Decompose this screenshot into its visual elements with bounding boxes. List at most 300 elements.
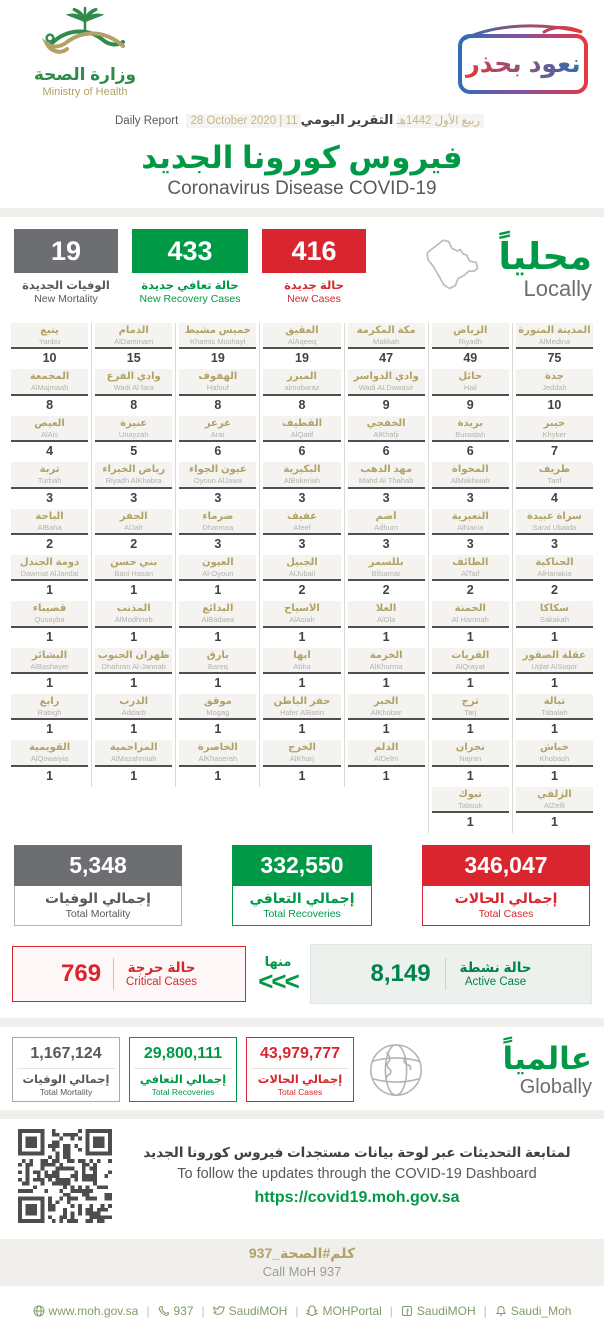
city-name-ar: المذنب [116,603,151,615]
dashboard-url-link[interactable]: https://covid19.moh.gov.sa [254,1189,460,1207]
city-new-cases-value: 3 [298,536,306,551]
city-name-en: Riyadh AlKhabra [105,476,162,486]
city-cell [432,694,509,736]
new-recoveries-label-ar: حالة تعافي جديدة [141,280,239,292]
global-mortality-label-en: Total Mortality [39,1087,93,1098]
city-cell [11,601,88,643]
city-name-en: Makkah [373,337,400,346]
city-new-cases-value: 1 [130,676,138,690]
globally-title-ar: عالمياً [502,1040,592,1076]
city-name-en: AlKhafji [373,429,399,439]
city-cell [95,601,172,643]
city-name-ar: الدلم [373,742,399,754]
city-cell [263,509,340,551]
city-cell [432,787,509,829]
city-new-cases-value: 2 [298,583,306,598]
city-name-en: AlKhobar [370,708,402,717]
city-new-cases-value: 6 [466,444,474,459]
city-name-en: AlJubail [288,568,316,578]
critical-cases-label-en: Critical Cases [126,976,197,989]
city-cell [11,648,88,690]
city-new-cases-value: 1 [382,676,390,690]
city-cell [348,740,425,782]
city-new-cases-value: 1 [214,768,222,783]
city-name-ar: الجبيل [286,556,318,568]
social-link-mohportal[interactable] [298,1304,389,1318]
city-cell [516,740,593,782]
city-new-cases-value: 10 [547,397,562,412]
city-name-en: Hail [463,383,477,393]
global-cases-box [246,1037,354,1102]
city-cell [432,369,509,411]
header [0,0,604,112]
city-new-cases-value: 5 [130,444,138,459]
city-new-cases-value: 1 [214,676,222,690]
bell-icon [495,1305,507,1317]
city-name-en: AlDammam [114,337,154,346]
city-name-ar: جدة [544,371,564,383]
city-new-cases-value: 4 [550,490,558,505]
city-new-cases-value: 2 [382,583,390,598]
active-cases-label-ar: حالة نشطة [459,960,532,976]
city-new-cases-value: 1 [214,629,222,644]
city-name-en: AlMazahmiah [110,754,157,764]
daily-report-label-en: Daily Report [115,115,179,127]
city-cell [348,601,425,643]
of-which-connector [258,955,298,994]
city-new-cases-value: 9 [466,397,474,412]
social-link-saudimoh[interactable] [393,1304,484,1318]
city-name-ar: عفيف [286,510,317,522]
city-new-cases-value: 3 [214,490,222,505]
city-name-ar: بني حسن [110,556,158,568]
city-name-ar: سراة عبيدة [526,510,582,522]
city-name-en: AlDelm [374,754,399,764]
city-column [428,323,512,833]
city-new-cases-value: 1 [550,676,558,690]
city-name-ar: الحمنة [454,603,486,615]
city-name-en: Uqlat AlSoqor [531,661,578,671]
city-name-en: Tarif [547,476,562,486]
return-with-caution-badge [458,34,588,94]
locally-section [0,217,604,315]
city-cell [516,787,593,829]
city-name-en: Mogag [206,708,230,717]
city-name-ar: رياض الخبراء [102,464,166,476]
page-title-english: Coronavirus Disease COVID-19 [167,178,437,199]
city-cell [516,648,593,690]
city-name-ar: العقيق [285,325,319,336]
city-cell [179,462,256,504]
city-cell [11,694,88,736]
city-new-cases-value: 2 [550,583,558,598]
city-name-en: Mahd Al Thahab [358,476,414,486]
city-cell [179,323,256,365]
city-new-cases-value: 1 [466,676,474,690]
divider [113,958,114,990]
city-name-ar: عنيزة [120,417,148,429]
city-new-cases-value: 3 [46,490,54,505]
global-recoveries-box [129,1037,237,1102]
city-cell [263,694,340,736]
city-name-ar: القويمية [28,742,71,754]
active-cases-value: 8,149 [370,960,431,988]
city-cell [11,740,88,782]
social-link-label: SaudiMOH [228,1304,288,1318]
city-name-ar: العلا [375,603,397,615]
city-new-cases-value: 1 [466,722,474,737]
globally-section [0,1027,604,1110]
city-name-ar: تبالة [543,696,566,707]
total-mortality-value: 5,348 [14,845,182,886]
moh-logo-icon [37,6,133,66]
city-cell [263,740,340,782]
city-name-en: Bllsamar [371,568,401,578]
city-new-cases-value: 9 [382,397,390,412]
city-new-cases-value: 47 [379,351,394,366]
city-cell [516,416,593,458]
city-name-ar: موقق [203,696,232,707]
city-name-ar: الزلفي [537,788,572,800]
city-cell [263,416,340,458]
city-new-cases-value: 1 [130,629,138,644]
city-name-en: Tabouk [458,800,483,810]
city-name-ar: بللسمر [368,556,404,568]
city-name-en: Riyadh [458,337,482,346]
city-new-cases-value: 1 [382,629,390,644]
city-cell [11,462,88,504]
logo-arabic-name: وزارة الصحة [33,65,137,84]
city-name-ar: الأسياح [284,603,320,615]
city-new-cases-value: 1 [46,583,54,598]
global-cases-label-ar: إجمالي الحالات [257,1074,343,1087]
critical-active-row [0,944,604,1004]
city-name-ar: أضم [375,510,397,522]
city-name-en: AlMajmaah [30,383,69,393]
dashboard-line-en: To follow the updates through the COVID-19 Dashboard [177,1166,537,1183]
city-name-ar: البكيرية [283,464,321,476]
city-new-cases-value: 1 [298,676,306,690]
city-cell [179,648,256,690]
city-name-ar: مهد الذهب [360,464,413,476]
city-name-ar: الدمام [118,325,149,336]
new-cases-value: 416 [262,229,366,273]
city-name-ar: الخفجي [366,417,406,429]
city-cell [348,369,425,411]
total-cases-box [422,845,590,926]
city-name-en: AlModhneb [114,615,153,625]
city-name-en: Arar [210,429,225,439]
city-name-ar: الطائف [452,556,489,568]
city-name-ar: المجمعة [29,371,70,383]
city-name-ar: الخاصرة [197,742,238,754]
city-new-cases-value: 6 [298,444,306,459]
hashtag-label: كلم#الصحة_937 [248,1245,356,1262]
global-recoveries-label-ar: إجمالي التعافي [139,1074,227,1087]
city-cell [348,462,425,504]
city-new-cases-value: 19 [295,351,309,366]
report-date: 28 October 2020 | 11 ربيع الأول 1442هـ [186,114,484,128]
city-name-en: Tarj [464,708,477,717]
critical-cases-label-ar: حالة حرجة [127,960,196,976]
city-cell [11,369,88,411]
city-name-ar: سكاكا [539,603,569,615]
city-name-en: Addarb [121,708,146,717]
city-cell [348,648,425,690]
city-name-en: AlNairia [457,522,484,532]
city-cell [432,416,509,458]
city-name-en: Khyber [542,429,567,439]
city-name-en: Afeef [293,522,311,532]
city-name-en: Jeddah [542,383,567,393]
city-cell [263,369,340,411]
city-name-en: Bani Hasan [114,568,154,578]
city-cell [95,369,172,411]
city-name-en: Wadi Al fara [113,383,154,393]
city-cell [179,509,256,551]
new-mortality-stat [14,229,118,305]
city-name-en: Wadi ALDawasir [358,383,414,393]
city-name-en: AlAqeeq [287,337,317,346]
city-name-ar: رابغ [39,696,60,707]
city-name-en: AlQatif [290,429,314,439]
city-name-en: Hafer AlBatin [280,708,324,717]
city-cell [516,323,593,365]
new-cases-stat [262,229,366,305]
city-new-cases-value: 2 [46,536,54,551]
city-new-cases-value: 3 [214,536,222,551]
call-moh-band [0,1239,604,1286]
city-name-ar: وادي الدواسر [353,371,419,383]
city-name-ar: المدينة المنورة [518,325,591,336]
city-name-en: AlZelfi [543,800,565,810]
locally-title-en: Locally [523,275,592,301]
city-new-cases-value: 8 [214,397,222,412]
social-link-label: www.moh.gov.sa [48,1304,139,1318]
city-cell [348,323,425,365]
city-name-en: Khobash [539,754,570,764]
city-new-cases-value: 3 [382,536,390,551]
city-name-en: Najran [459,754,482,764]
city-cell [348,555,425,597]
city-cell [432,462,509,504]
city-name-en: AlKharj [289,754,315,764]
city-new-cases-value: 1 [298,722,306,737]
city-name-ar: النعيرية [451,510,489,522]
city-name-ar: عقلة الصقور [522,649,587,661]
city-name-ar: حفر الباطن [273,696,331,707]
social-link-saudi_moh[interactable] [487,1304,580,1318]
city-new-cases-value: 75 [547,351,562,366]
city-cell [263,323,340,365]
city-name-en: Turbah [37,476,62,486]
city-name-ar: الرياض [453,325,488,336]
city-new-cases-value: 1 [46,629,54,644]
city-cell [432,648,509,690]
city-name-en: AlBaha [37,522,62,532]
city-name-ar: المزاحمية [109,742,158,754]
snapchat-icon [306,1305,318,1317]
city-cell [95,555,172,597]
city-cell [348,416,425,458]
city-new-cases-value: 1 [466,629,474,644]
city-cell [263,601,340,643]
city-new-cases-value: 8 [298,397,306,412]
city-name-en: Abha [293,661,311,671]
city-name-en: AlBashayer [30,661,69,671]
city-new-cases-value: 1 [46,768,54,783]
moh-logo [20,6,150,98]
new-mortality-label-ar: الوفيات الجديدة [22,280,110,292]
city-name-en: AlBadaea [201,615,235,625]
city-name-en: Dawmat AlJandal [20,568,79,578]
city-name-en: Unayzah [118,429,149,439]
active-cases-box [310,944,592,1004]
global-mortality-label-ar: إجمالي الوفيات [22,1074,110,1087]
city-name-en: Dhahran Al-Janoab [101,661,166,671]
city-cell [432,740,509,782]
global-recoveries-value: 29,800,111 [134,1038,232,1069]
city-name-ar: دومة الجندل [19,556,80,568]
separator: | [389,1304,393,1318]
city-cell [263,648,340,690]
city-new-cases-value: 1 [298,768,306,783]
city-name-en: AlTaif [461,568,480,578]
city-name-ar: الخرج [288,742,316,754]
city-name-ar: عرعر [204,417,231,429]
city-name-ar: القريات [451,649,490,661]
social-link-www.moh.gov.sa[interactable] [25,1304,150,1318]
badge-label: نعود بحذر [465,50,581,78]
phone-icon [157,1305,169,1317]
city-cell [432,509,509,551]
city-new-cases-value: 1 [550,722,558,737]
social-link-saudimoh[interactable] [205,1304,299,1318]
new-cases-label-ar: حالة جديدة [284,280,344,292]
total-cases-label-en: Total Cases [478,908,534,921]
global-cases-value: 43,979,777 [251,1038,349,1069]
city-cell [95,323,172,365]
city-cell [432,601,509,643]
city-name-en: AlKhurma [369,661,403,671]
section-divider [0,1018,604,1027]
city-name-en: Bareq [207,661,228,671]
new-recoveries-stat [132,229,248,305]
city-name-ar: تربة [39,464,60,476]
city-new-cases-value: 1 [130,583,138,598]
twitter-icon [213,1305,225,1317]
city-cell [432,323,509,365]
globally-title-group [502,1042,592,1098]
city-name-ar: الباحة [35,510,64,522]
city-cell [95,694,172,736]
city-name-en: Oyoun AlJawa [193,476,242,486]
dashboard-section [0,1119,604,1231]
city-name-en: Sakakah [539,615,569,625]
city-new-cases-value: 49 [463,351,478,366]
total-mortality-label-ar: إجمالي الوفيات [45,890,151,907]
city-name-en: AlMedina [538,337,571,346]
city-new-cases-value: 19 [210,351,225,366]
city-name-en: Yanbu [39,337,61,346]
city-new-cases-value: 8 [130,397,138,412]
city-new-cases-value: 1 [550,768,558,783]
total-recoveries-label-ar: إجمالي التعافي [249,890,355,907]
city-new-cases-value: 2 [130,536,138,551]
qr-code [18,1129,112,1223]
global-mortality-value: 1,167,124 [17,1038,115,1069]
total-mortality-box [14,845,182,926]
city-name-ar: بريدة [457,417,483,429]
city-new-cases-value: 1 [382,722,390,737]
city-name-en: AlQrayat [455,661,485,671]
city-cell [95,416,172,458]
cities-grid [0,323,604,833]
daily-report-label-ar: التقرير اليومي [300,112,394,127]
city-new-cases-value: 1 [46,722,54,737]
global-mortality-box [12,1037,120,1102]
city-new-cases-value: 1 [298,629,306,644]
city-cell [348,694,425,736]
city-name-en: Adhum [374,522,399,532]
city-cell [516,694,593,736]
locally-title-ar: محلياً [498,236,592,278]
city-name-en: Al-Oyoun [202,568,234,578]
city-new-cases-value: 1 [214,722,222,737]
city-cell [179,416,256,458]
city-name-ar: ترج [461,696,479,707]
city-column [175,323,259,787]
total-cases-value: 346,047 [422,845,590,886]
social-link-label: Saudi_Moh [510,1304,572,1318]
city-name-ar: البشائر [31,649,68,661]
city-name-en: Dharmaa [202,522,234,532]
city-name-en: Hafouf [206,383,229,393]
badge-swoosh-icon [454,20,588,44]
city-cell [95,648,172,690]
city-name-en: Buraidah [455,429,486,439]
city-new-cases-value: 3 [298,490,306,505]
city-name-ar: الخرمة [369,649,403,661]
separator: | [201,1304,205,1318]
facebook-icon [401,1305,413,1317]
city-name-ar: الجفر [119,510,148,522]
total-recoveries-label-en: Total Recoveries [263,908,341,921]
city-new-cases-value: 3 [466,490,474,505]
city-new-cases-value: 8 [46,397,54,412]
city-new-cases-value: 6 [214,444,222,459]
city-name-en: Qusayba [34,615,65,625]
city-new-cases-value: 3 [550,536,558,551]
city-cell [179,601,256,643]
city-cell [11,555,88,597]
city-name-en: Khamis Mushayt [190,337,246,346]
city-column [8,323,91,787]
globe-icon [33,1305,45,1317]
of-which-label: منها [264,953,292,969]
city-new-cases-value: 10 [42,351,57,366]
social-link-937[interactable] [149,1304,201,1318]
city-name-ar: نجران [455,742,485,754]
call-moh-label: Call MoH 937 [262,1264,342,1280]
total-recoveries-value: 332,550 [232,845,372,886]
city-name-ar: المخواة [451,464,489,476]
city-cell [95,740,172,782]
city-name-en: AlQowaiyia [30,754,69,764]
city-cell [179,694,256,736]
city-name-ar: خيبر [543,417,566,429]
dashboard-line-ar: لمتابعة التحديثات عبر لوحة بيانات مستجدات فيروس كورونا الجديد [143,1145,571,1161]
